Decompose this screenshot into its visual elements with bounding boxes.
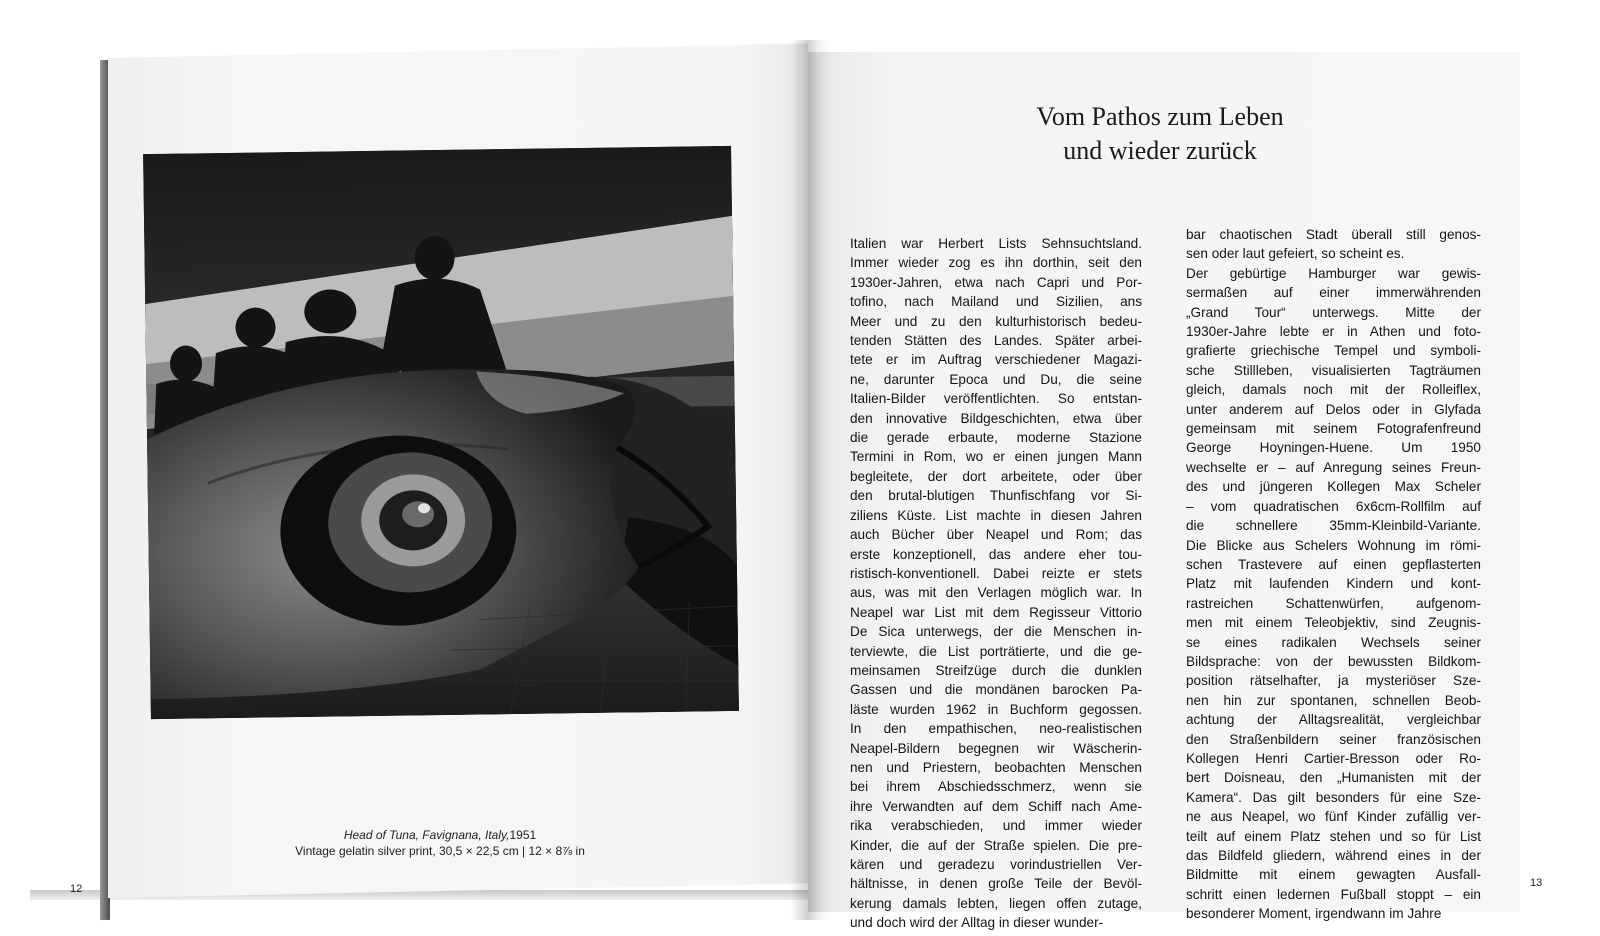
text-line: hältnisse, in denen große Teile der Bevöl- <box>850 876 1142 892</box>
text-line: Immer wieder zog es ihn dorthin, seit den <box>850 255 1142 271</box>
text-line: tofino, nach Mailand und Sizilien, ans <box>850 294 1142 310</box>
body-text-column-2 <box>1186 225 1481 924</box>
text-line: Kinder, die auf der Straße spielen. Die pre- <box>850 837 1142 853</box>
text-line: Neapel-Bildern begegnen wir Wäscherin- <box>850 740 1142 756</box>
text-line: ihre Verwandten auf dem Schiff nach Ame- <box>850 798 1142 814</box>
body-text-column-1 <box>850 234 1142 933</box>
text-line: Meer und zu den kulturhistorisch bedeu- <box>850 313 1142 329</box>
text-line: gleich, damals noch mit der Rolleiflex, <box>1186 382 1481 398</box>
tuna-head-photograph <box>143 146 739 719</box>
text-line: rastreichen Schattenwürfen, aufgenom- <box>1186 595 1481 611</box>
text-line: se eines radikalen Wechsels seiner <box>1186 634 1481 650</box>
text-line: – vom quadratischen 6x6cm-Rollfilm auf <box>1186 498 1481 514</box>
text-line: Neapel war List mit dem Regisseur Vittorio <box>850 604 1142 620</box>
text-line: teilt auf einem Platz stehen und so für List <box>1186 828 1481 844</box>
text-line: auch Bücher über Neapel und Rom; das <box>850 527 1142 543</box>
text-line: und doch wird der Alltag in dieser wunder- <box>850 915 1104 931</box>
text-line: Kamera“. Das gilt besonders für eine Sze- <box>1186 789 1481 805</box>
chapter-heading <box>960 100 1360 168</box>
text-line: sermaßen auf einer immerwährenden <box>1186 285 1481 301</box>
text-line: Italien war Herbert Lists Sehnsuchtsland. <box>850 236 1142 251</box>
text-line: den Straßenbildern seiner französischen <box>1186 731 1481 747</box>
text-line: In den empathischen, neo-realistischen <box>850 721 1142 737</box>
book-spine-shadow <box>790 40 830 920</box>
text-line: Gassen und die mondänen barocken Pa- <box>850 682 1142 698</box>
text-line: 1930er-Jahre lebte er in Athen und foto- <box>1186 324 1481 340</box>
text-line: sen oder laut gefeiert, so scheint es. <box>1186 246 1405 262</box>
page-number-right: 13 <box>1530 877 1543 889</box>
text-line: das Bildfeld gliedern, während eines in der <box>1186 848 1481 863</box>
text-line: position rätselhafter, ja mysteriöser Sze- <box>1186 673 1481 689</box>
text-line: kären und geradezu vorindustriellen Ver- <box>850 857 1142 872</box>
text-line: kerung damals lebten, liegen offen zutage, <box>850 895 1142 911</box>
text-line: erste konzeptionell, das andere eher tou- <box>850 546 1142 562</box>
text-line: bar chaotischen Stadt überall still genos- <box>1186 227 1481 242</box>
text-line: „Grand Tour“ unterwegs. Mitte der <box>1186 304 1481 320</box>
text-line: De Sica unterwegs, der die Menschen in- <box>850 624 1142 640</box>
text-line: schritt einen ledernen Fußball stoppt – ein <box>1186 886 1481 902</box>
heading-line-1: Vom Pathos zum Leben <box>1036 102 1284 131</box>
text-line: ristisch-konventionell. Dabei reizte er stets <box>850 565 1142 581</box>
text-line: Die Blicke aus Schelers Wohnung im römi- <box>1186 537 1481 553</box>
heading-line-2: und wieder zurück <box>1063 136 1257 165</box>
text-line: tete er im Auftrag verschiedener Magazi- <box>850 352 1142 368</box>
text-line: meinsamen Streifzüge durch die dunklen <box>850 662 1142 678</box>
text-line: bert Doisneau, den „Humanisten mit der <box>1186 770 1481 786</box>
text-line: achtung der Alltagsrealität, vergleichbar <box>1186 712 1481 728</box>
text-line: bei ihrem Abschiedsschmerz, wenn sie <box>850 779 1142 795</box>
text-line: die schnellere 35mm-Kleinbild-Variante. <box>1186 518 1481 534</box>
text-line: begleitete, der dort arbeitete, oder über <box>850 468 1142 484</box>
text-line: den brutal-blutigen Thunfischfang vor Si- <box>850 488 1142 504</box>
text-line: Bildmitte mit einem gewagten Ausfall- <box>1186 867 1481 883</box>
text-line: George Hoyningen-Huene. Um 1950 <box>1186 440 1481 456</box>
text-line: terviewte, die List porträtierte, und die ge- <box>850 643 1142 659</box>
text-line: 1930er-Jahren, etwa nach Capri und Por- <box>850 274 1142 290</box>
text-line: ne, darunter Epoca und Du, die seine <box>850 371 1142 387</box>
text-line: den innovative Bildgeschichten, etwa über <box>850 410 1142 426</box>
text-line: wechselte er – auf Anregung seines Freun- <box>1186 459 1481 475</box>
caption-details: Vintage gelatin silver print, 30,5 × 22,5 cm | 12 × 8⅞ in <box>295 844 585 858</box>
text-line: unter anderem auf Delos oder in Glyfada <box>1186 401 1481 417</box>
caption-year: 1951 <box>509 828 537 842</box>
text-line: ziliens Küste. List machte in diesen Jahren <box>850 507 1142 523</box>
tuna-photo-drawing <box>143 146 739 719</box>
text-line: des und jüngeren Kollegen Max Scheler <box>1186 479 1481 495</box>
text-line: besonderer Moment, irgendwann im Jahre <box>1186 906 1442 922</box>
caption-title: Head of Tuna, Favignana, Italy, <box>343 828 510 842</box>
text-line: Kollegen Henri Cartier-Bresson oder Ro- <box>1186 750 1481 766</box>
text-line: men mit einem Teleobjektiv, sind Zeugnis- <box>1186 615 1481 631</box>
text-line: Italien-Bilder veröffentlichten. So entstan- <box>850 391 1142 407</box>
text-line: Bildsprache: von der bewussten Bildkom- <box>1186 653 1481 669</box>
text-line: Termini in Rom, wo er einen jungen Mann <box>850 449 1142 465</box>
text-line: gemeinsam mit seinem Fotografenfreund <box>1186 421 1481 437</box>
text-line: grafierte griechische Tempel und symboli- <box>1186 343 1481 359</box>
text-line: Platz mit laufenden Kindern und kont- <box>1186 576 1481 592</box>
text-line: rika verabschieden, und immer wieder <box>850 818 1142 834</box>
text-line: Der gebürtige Hamburger war gewis- <box>1186 265 1481 281</box>
page-number-left: 12 <box>70 883 83 895</box>
text-line: sche Stillleben, visualisierten Tagträumen <box>1186 362 1481 378</box>
text-line: ne aus Neapel, wo fünf Kinder zufällig ver- <box>1186 809 1481 825</box>
text-line: tenden Stätten des Landes. Später arbei- <box>850 333 1142 349</box>
text-line: schen Trastevere auf einen gepflasterten <box>1186 556 1481 572</box>
text-line: die gerade erbaute, moderne Stazione <box>850 430 1142 446</box>
text-line: nen hin zur spontanen, schnellen Beob- <box>1186 692 1481 708</box>
text-line: läste wurden 1962 in Buchform gegossen. <box>850 701 1142 717</box>
photo-caption <box>200 827 680 859</box>
text-line: nen und Priestern, beobachten Menschen <box>850 759 1142 775</box>
text-line: aus, was mit den Verlagen möglich war. In <box>850 585 1142 601</box>
